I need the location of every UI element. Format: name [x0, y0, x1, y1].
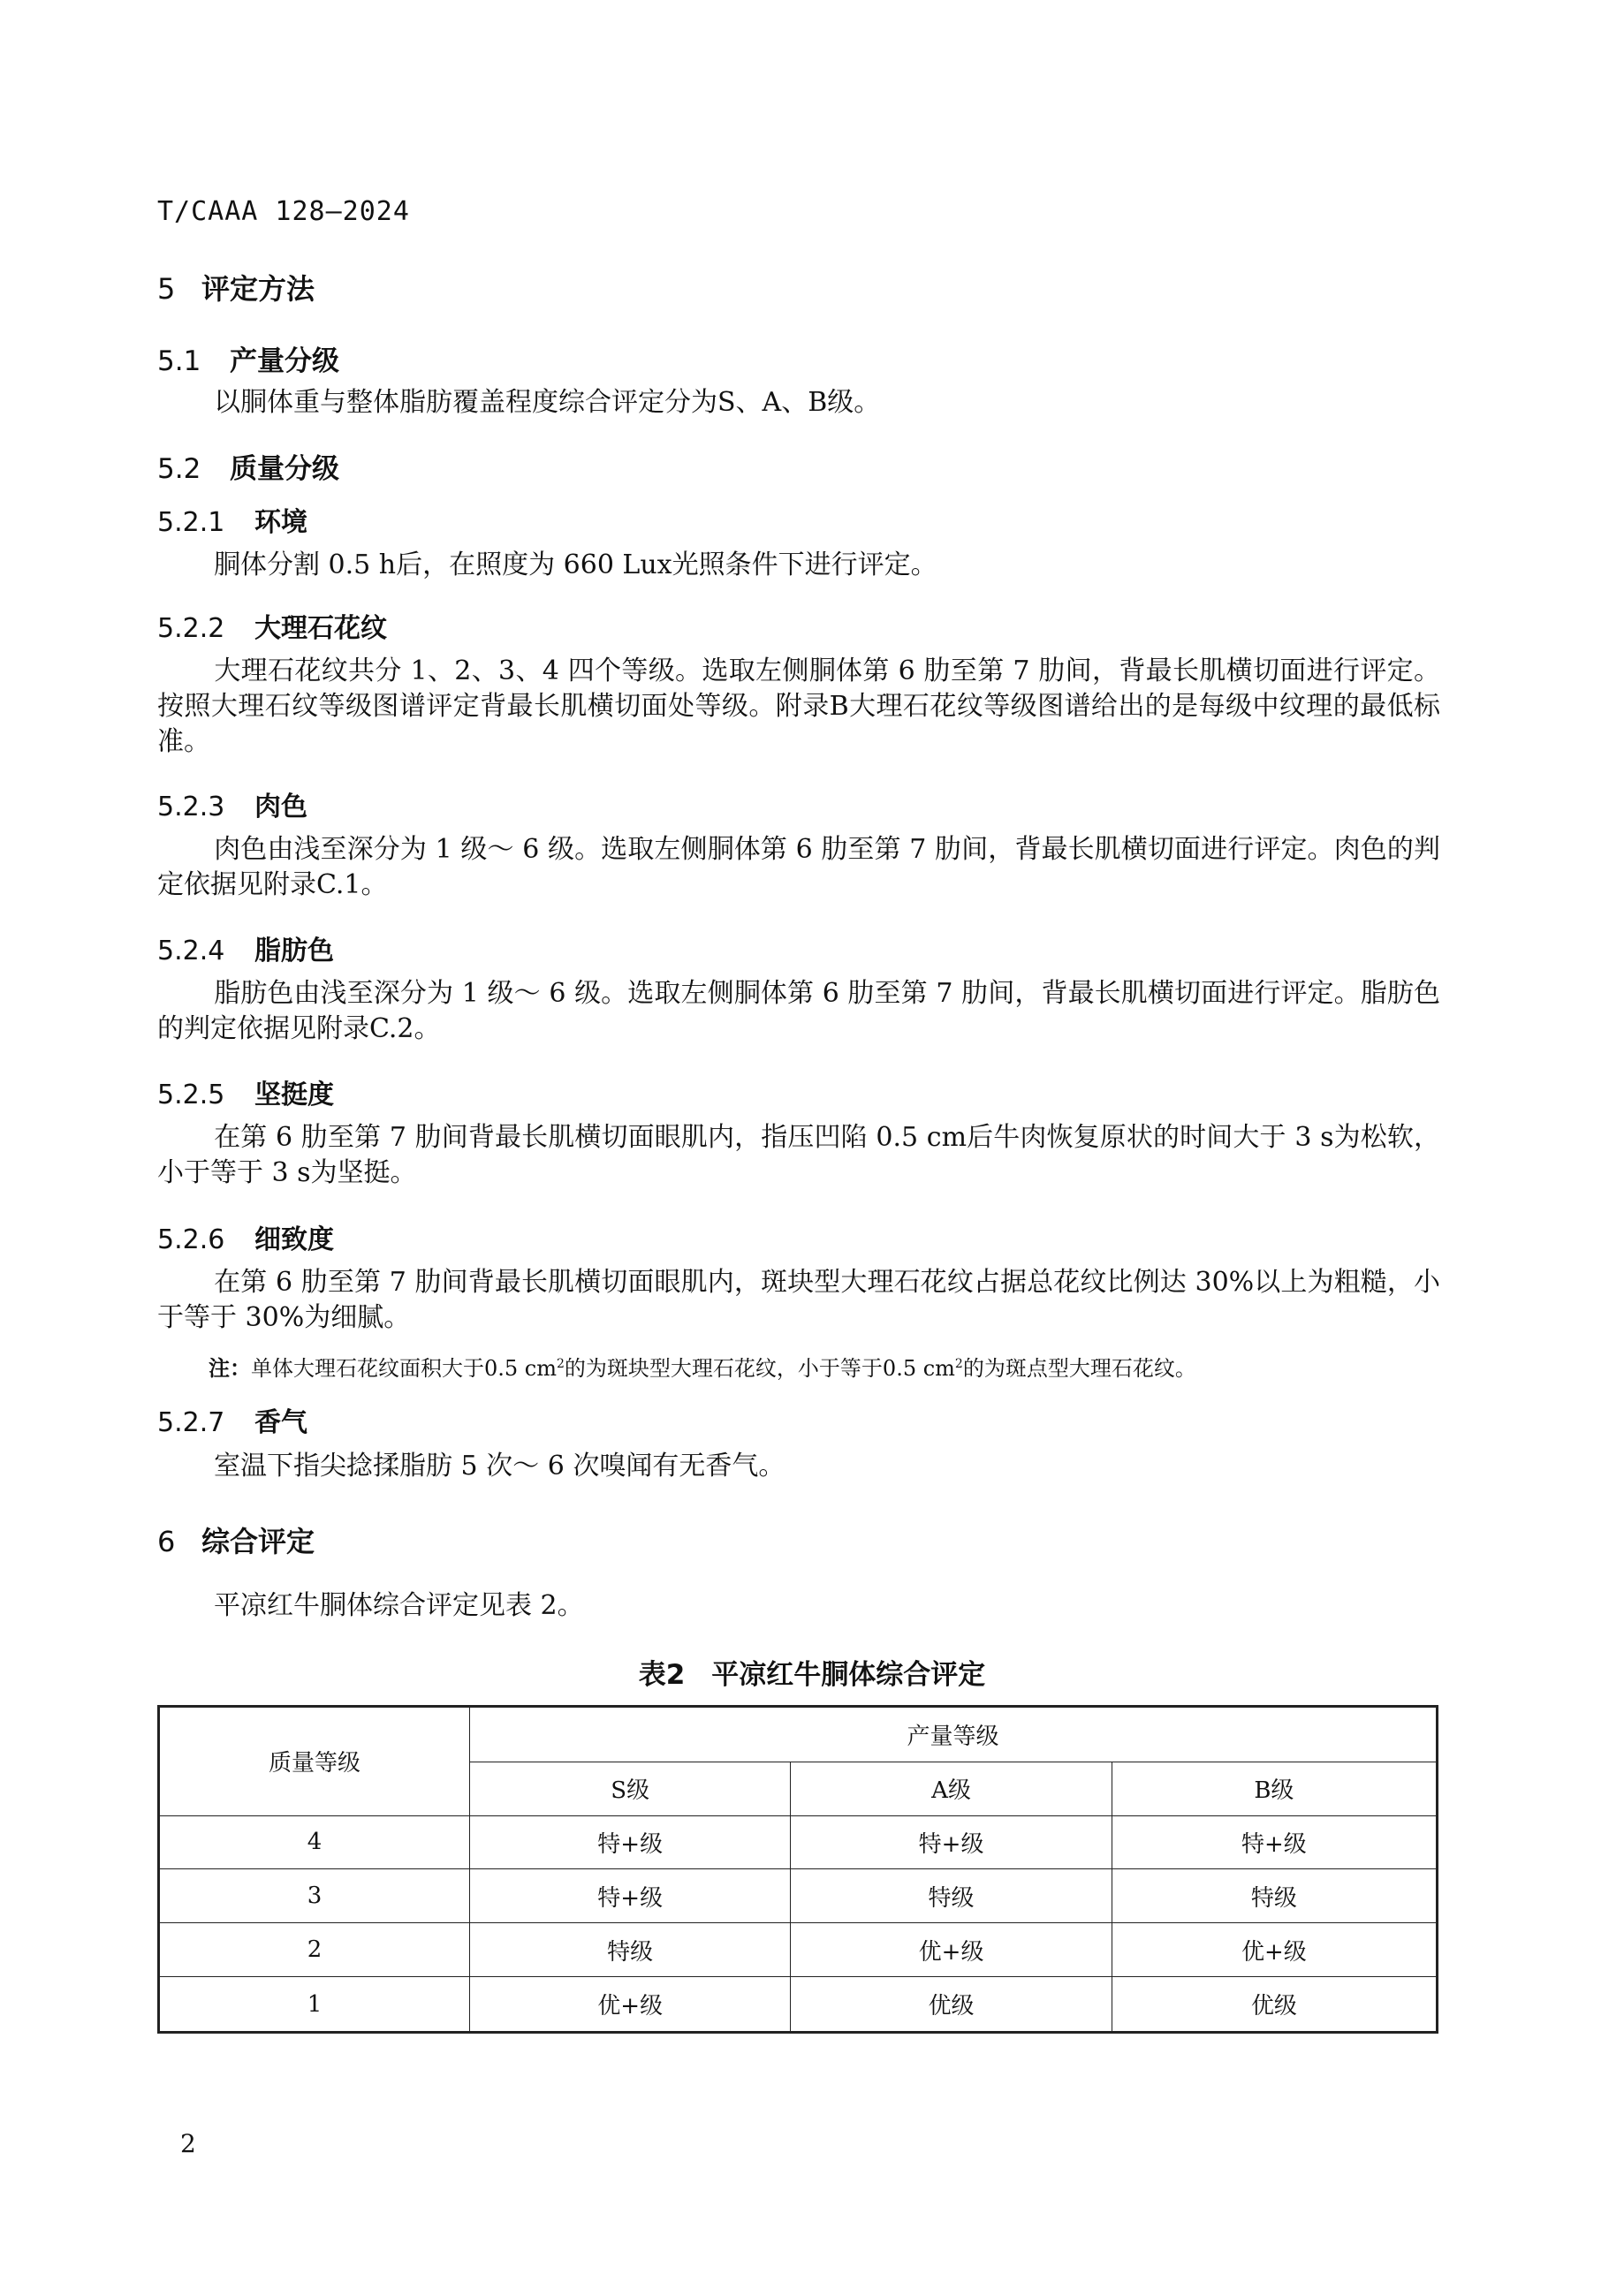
paragraph-text: 脂肪色由浅至深分为 1 级～ 6 级。选取左侧胴体第 6 肋至第 7 肋间，背最长肌横切面进行评定。脂肪色的判定依据见附录C.2。 [157, 978, 1440, 1044]
section-heading-5-2-7 [157, 1400, 307, 1439]
section-title: 大理石花纹 [254, 613, 387, 644]
table-row [159, 1815, 1438, 1869]
grade-cell: 3 [159, 1869, 470, 1923]
table-cell: 特级 [791, 1869, 1112, 1923]
section-number: 5.2.1 [157, 507, 225, 538]
section-number: 5.2.2 [157, 613, 225, 644]
group-header-cell: 产量等级 [470, 1707, 1438, 1762]
section-number: 5.2.5 [157, 1080, 225, 1110]
table-cell: 优+级 [1112, 1923, 1437, 1977]
grade-cell: 1 [159, 1977, 470, 2033]
paragraph-text: 在第 6 肋至第 7 肋间背最长肌横切面眼肌内，指压凹陷 0.5 cm后牛肉恢复原状的时间大于 3 s为松软，小于等于 3 s为坚挺。 [157, 1122, 1440, 1188]
paragraph-5-2-2 [157, 654, 1440, 760]
section-heading-5-2-5 [157, 1072, 334, 1111]
table-cell: 特级 [470, 1923, 791, 1977]
section-number: 5.1 [157, 345, 201, 377]
paragraph-text: 以胴体重与整体脂肪覆盖程度综合评定分为S、A、B级。 [214, 387, 881, 418]
section-title: 脂肪色 [254, 936, 334, 966]
section-number: 5.2.4 [157, 936, 225, 966]
grade-cell: 4 [159, 1815, 470, 1869]
page-number: 2 [180, 2129, 196, 2158]
section-title: 坚挺度 [254, 1080, 334, 1110]
table-number: 表2 [638, 1659, 686, 1691]
paragraph-text: 在第 6 肋至第 7 肋间背最长肌横切面眼肌内，斑块型大理石花纹占据总花纹比例达 30%以上为粗糙，小于等于 30%为细腻。 [157, 1267, 1440, 1333]
table-title: 平凉红牛胴体综合评定 [711, 1659, 986, 1691]
paragraph-text: 室温下指尖捻揉脂肪 5 次～ 6 次嗅闻有无香气。 [214, 1451, 785, 1481]
row-header-cell: 质量等级 [159, 1707, 470, 1816]
paragraph-5-2-3 [157, 832, 1440, 903]
section-title: 评定方法 [201, 272, 315, 306]
section-number: 5 [157, 272, 176, 306]
note [209, 1351, 1196, 1382]
table-cell: 优+级 [791, 1923, 1112, 1977]
section-title: 肉色 [254, 792, 307, 822]
section-heading-6 [157, 1519, 315, 1560]
table-cell: 特+级 [1112, 1815, 1437, 1869]
table-row [159, 1869, 1438, 1923]
note-text: 单体大理石花纹面积大于0.5 cm [251, 1356, 557, 1381]
table-cell: 特+级 [470, 1815, 791, 1869]
section-heading-5-2-3 [157, 784, 307, 823]
section-title: 香气 [254, 1407, 307, 1438]
table-cell: 优+级 [470, 1977, 791, 2033]
paragraph-5-1 [157, 385, 1440, 421]
table-cell: 特+级 [470, 1869, 791, 1923]
section-heading-5-2-2 [157, 606, 387, 645]
column-header-s: S级 [470, 1762, 791, 1815]
table-cell: 特+级 [791, 1815, 1112, 1869]
table-header-row [159, 1707, 1438, 1762]
table-row [159, 1923, 1438, 1977]
section-number: 5.2.7 [157, 1407, 225, 1438]
table-cell: 特级 [1112, 1869, 1437, 1923]
section-heading-5-2-6 [157, 1217, 334, 1256]
section-heading-5-1 [157, 338, 339, 378]
section-title: 环境 [254, 507, 307, 538]
column-header-b: B级 [1112, 1762, 1437, 1815]
section-title: 产量分级 [230, 345, 339, 377]
paragraph-5-2-7 [157, 1449, 1440, 1484]
section-title: 质量分级 [230, 453, 339, 485]
section-heading-5-2-4 [157, 928, 334, 967]
section-heading-5 [157, 267, 315, 307]
note-text: 的为斑块型大理石花纹，小于等于0.5 cm [564, 1356, 955, 1381]
paragraph-5-2-4 [157, 976, 1440, 1047]
paragraph-5-2-5 [157, 1120, 1440, 1191]
paragraph-text: 胴体分割 0.5 h后，在照度为 660 Lux光照条件下进行评定。 [214, 549, 937, 580]
paragraph-text: 肉色由浅至深分为 1 级～ 6 级。选取左侧胴体第 6 肋至第 7 肋间，背最长肌横切面进行评定。肉色的判定依据见附录C.1。 [157, 834, 1440, 900]
table-caption [0, 1652, 1624, 1692]
section-title: 细致度 [254, 1224, 334, 1255]
section-number: 5.2 [157, 453, 201, 485]
section-heading-5-2 [157, 446, 339, 486]
paragraph-5-2-1 [157, 548, 1440, 583]
table-cell: 优级 [791, 1977, 1112, 2033]
section-title: 综合评定 [201, 1525, 315, 1558]
table-row [159, 1977, 1438, 2033]
paragraph-5-2-6 [157, 1265, 1440, 1336]
note-label: 注： [209, 1356, 251, 1381]
grade-cell: 2 [159, 1923, 470, 1977]
paragraph-6 [157, 1588, 1440, 1624]
section-number: 5.2.6 [157, 1224, 225, 1255]
note-text: 的为斑点型大理石花纹。 [962, 1356, 1196, 1381]
table-cell: 优级 [1112, 1977, 1437, 2033]
paragraph-text: 大理石花纹共分 1、2、3、4 四个等级。选取左侧胴体第 6 肋至第 7 肋间，背最长肌横切面进行评定。按照大理石纹等级图谱评定背最长肌横切面处等级。附录B大理石花纹等级图谱给出的是每级中纹理的最低标准。 [157, 655, 1440, 757]
column-header-a: A级 [791, 1762, 1112, 1815]
section-number: 5.2.3 [157, 792, 225, 822]
superscript: 2 [557, 1357, 565, 1371]
grading-table [157, 1705, 1438, 2034]
paragraph-text: 平凉红牛胴体综合评定见表 2。 [214, 1590, 584, 1621]
document-id: T/CAAA 128—2024 [157, 196, 410, 227]
section-heading-5-2-1 [157, 500, 307, 539]
superscript: 2 [954, 1357, 963, 1371]
section-number: 6 [157, 1525, 176, 1558]
